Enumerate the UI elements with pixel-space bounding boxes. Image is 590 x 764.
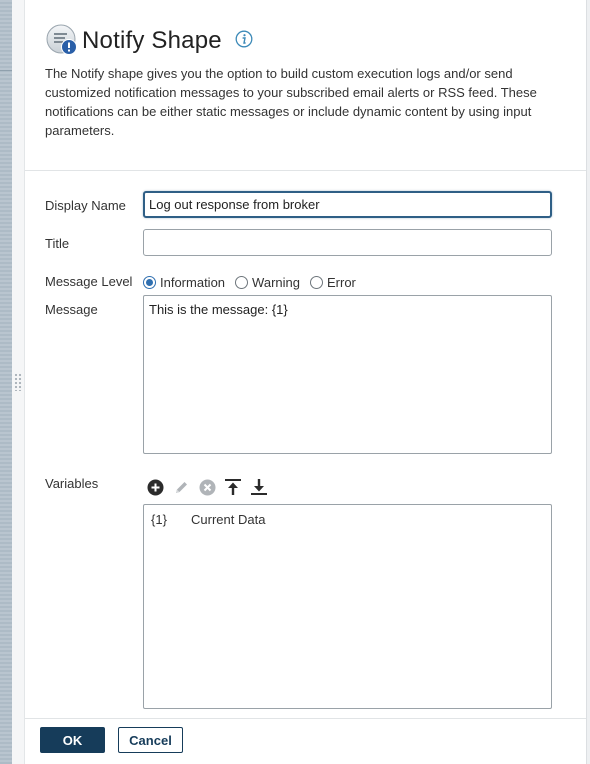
remove-icon[interactable] (198, 478, 216, 496)
dialog-right-edge (586, 0, 590, 764)
cancel-button[interactable]: Cancel (118, 727, 183, 753)
page-title: Notify Shape (82, 27, 222, 54)
ok-button[interactable]: OK (40, 727, 105, 753)
error-radio[interactable] (310, 276, 323, 289)
variables-list[interactable] (143, 504, 552, 709)
resize-grip-icon[interactable] (14, 373, 22, 391)
error-radio-label: Error (326, 274, 356, 290)
info-icon[interactable] (235, 30, 253, 48)
warning-radio[interactable] (235, 276, 248, 289)
notify-shape-icon (45, 24, 79, 56)
variable-token: {1} (151, 512, 167, 527)
message-level-warning-option[interactable] (235, 275, 300, 290)
title-input[interactable] (143, 229, 552, 256)
shape-description: The Notify shape gives you the option to build custom execution logs and/or send customized notification messages to your subscribed email alerts or RSS feed. These notifications can be either static messages or include dynamic content by using input parameters. (45, 66, 537, 138)
dialog-footer (25, 718, 586, 764)
canvas-edge (0, 0, 12, 764)
dialog-header (25, 0, 586, 171)
title-label: Title (45, 236, 70, 251)
message-level-label: Message Level (45, 274, 133, 289)
information-radio[interactable] (143, 276, 156, 289)
variable-name: Current Data (191, 512, 266, 527)
information-radio-label: Information (160, 274, 226, 290)
move-top-icon[interactable] (224, 478, 242, 496)
canvas-edge-divider (0, 70, 12, 71)
message-label: Message (45, 302, 98, 317)
warning-radio-label: Warning (252, 274, 300, 290)
variables-toolbar (146, 476, 276, 498)
move-bottom-icon[interactable] (250, 478, 268, 496)
notify-shape-dialog (25, 0, 586, 764)
message-level-information-option[interactable] (143, 275, 225, 290)
add-icon[interactable] (146, 478, 164, 496)
message-level-error-option[interactable] (310, 275, 356, 290)
variables-label: Variables (45, 476, 99, 491)
display-name-input[interactable] (143, 191, 552, 218)
edit-icon[interactable] (172, 478, 190, 496)
message-level-radio-group (143, 273, 366, 291)
display-name-label: Display Name (45, 198, 126, 213)
list-item[interactable] (151, 512, 265, 527)
message-textarea[interactable] (143, 295, 552, 454)
